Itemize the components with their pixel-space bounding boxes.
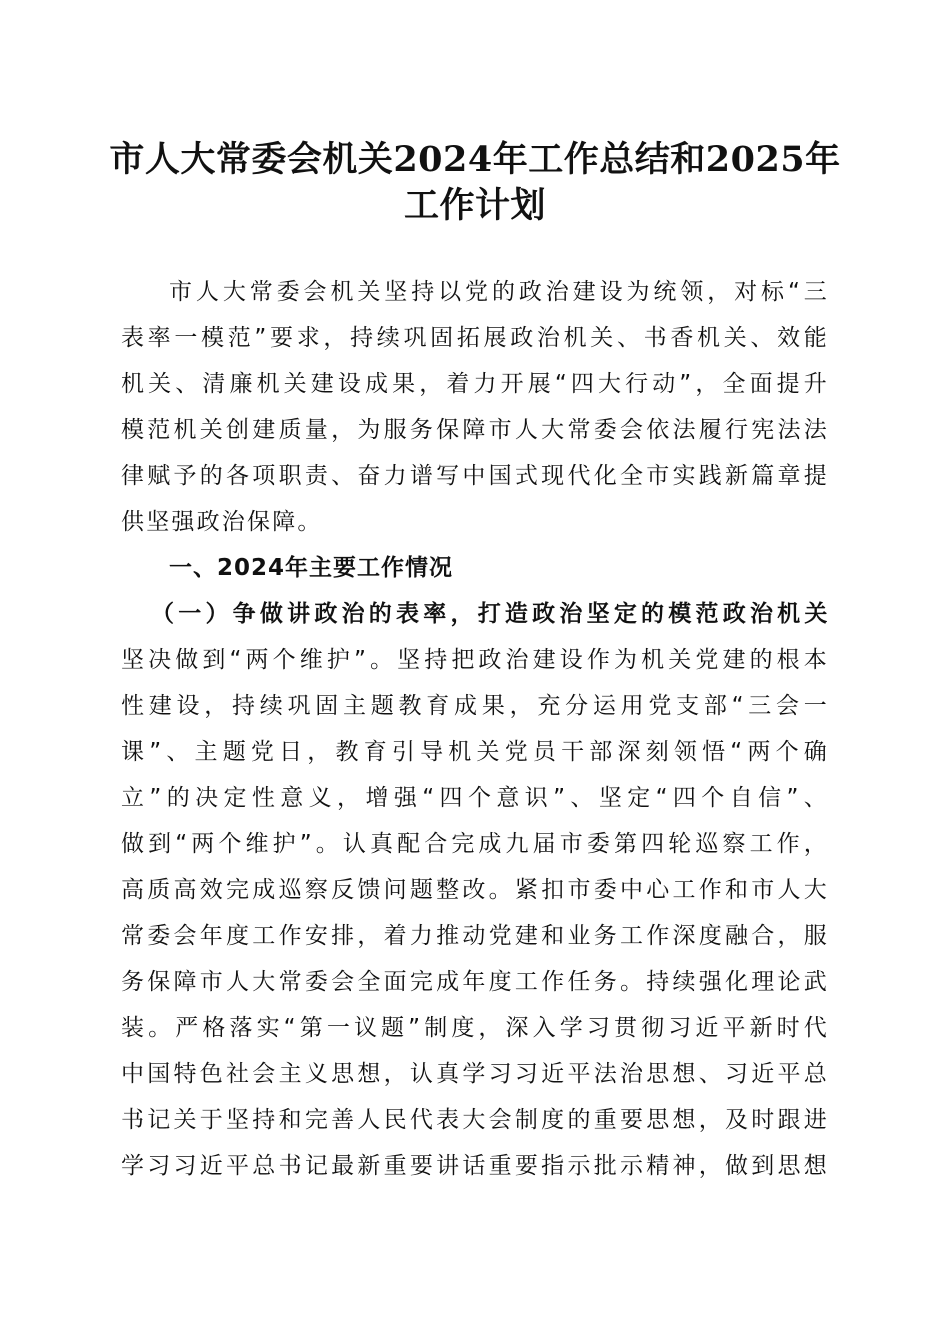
intro-line: 律赋予的各项职责、奋力谱写中国式现代化全市实践新篇章提 — [121, 463, 829, 489]
section-line: 立”的决定性意义，增强“四个意识”、坚定“四个自信”、 — [121, 785, 829, 811]
section-line: 坚决做到“两个维护”。坚持把政治建设作为机关党建的根本 — [121, 647, 829, 673]
section-paragraph — [121, 637, 829, 1189]
intro-line: 机关、清廉机关建设成果，着力开展“四大行动”，全面提升 — [121, 371, 829, 397]
intro-line: 表率一模范”要求，持续巩固拓展政治机关、书香机关、效能 — [121, 325, 829, 351]
section-heading: 一、2024年主要工作情况 — [169, 555, 454, 581]
section-line: 务保障市人大常委会全面完成年度工作任务。持续强化理论武 — [121, 969, 829, 995]
section-line: 装。严格落实“第一议题”制度，深入学习贯彻习近平新时代 — [121, 1015, 829, 1041]
document-title-line-2: 工作计划 — [403, 185, 546, 226]
section-line: 做到“两个维护”。认真配合完成九届市委第四轮巡察工作， — [121, 831, 829, 857]
intro-line: 供坚强政治保障。 — [121, 509, 323, 535]
intro-line: 市人大常委会机关坚持以党的政治建设为统领，对标“三 — [169, 279, 829, 305]
section-line: 常委会年度工作安排，着力推动党建和业务工作深度融合，服 — [121, 923, 829, 949]
document-title-line-1: 市人大常委会机关2024年工作总结和2025年 — [109, 139, 841, 180]
subsection-heading: （一）争做讲政治的表率，打造政治坚定的模范政治机关 — [151, 601, 829, 627]
section-line: 高质高效完成巡察反馈问题整改。紧扣市委中心工作和市人大 — [121, 877, 829, 903]
section-line: 书记关于坚持和完善人民代表大会制度的重要思想，及时跟进 — [121, 1107, 829, 1133]
intro-paragraph — [121, 269, 829, 545]
section-line: 学习习近平总书记最新重要讲话重要指示批示精神，做到思想 — [121, 1153, 829, 1179]
intro-line: 模范机关创建质量，为服务保障市人大常委会依法履行宪法法 — [121, 417, 829, 443]
section-line: 中国特色社会主义思想，认真学习习近平法治思想、习近平总 — [121, 1061, 829, 1087]
section-line: 性建设，持续巩固主题教育成果，充分运用党支部“三会一 — [121, 693, 829, 719]
section-line: 课”、主题党日，教育引导机关党员干部深刻领悟“两个确 — [121, 739, 829, 765]
